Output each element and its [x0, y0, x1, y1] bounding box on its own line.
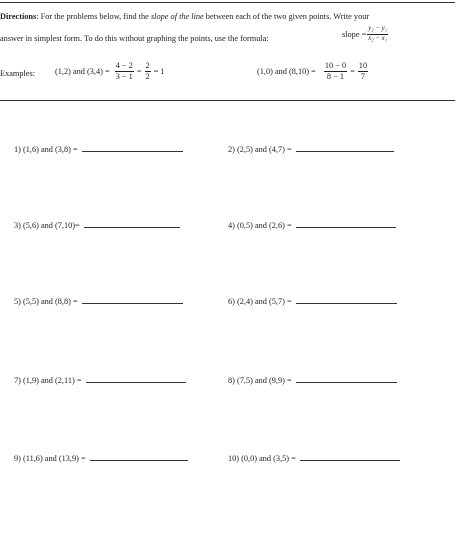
example-1-equals: =: [136, 67, 142, 77]
problem-9-answer-blank[interactable]: [90, 459, 188, 461]
problem-3-answer-blank[interactable]: [84, 226, 180, 228]
problem-7-text: 7) (1,9) and (2,11) =: [14, 376, 82, 385]
example-2-frac2-numerator: 10: [358, 62, 368, 72]
example-1-frac1-denominator: 3 − 1: [115, 72, 133, 82]
problem-7: [14, 376, 186, 385]
problem-3: [14, 221, 180, 230]
example-2-frac2-denominator: 7: [360, 72, 366, 82]
example-2-frac1-numerator: 10 − 0: [324, 62, 347, 72]
problem-1: [14, 145, 183, 154]
example-1-fraction-1: [115, 62, 134, 82]
problem-2: [228, 145, 394, 154]
problem-7-answer-blank[interactable]: [86, 381, 186, 383]
slope-formula: [342, 26, 389, 43]
problem-8: [228, 376, 397, 385]
problem-8-text: 8) (7,5) and (9,9) =: [228, 376, 292, 385]
problem-8-answer-blank[interactable]: [296, 381, 397, 383]
example-2: [257, 62, 369, 82]
problem-2-answer-blank[interactable]: [296, 150, 394, 152]
formula-fraction: [367, 26, 388, 43]
directions-line-2: answer in simplest form. To do this without graphing the points, use the formula:: [0, 34, 269, 43]
directions-label: Directions: [0, 12, 37, 21]
directions-italic-text: slope of the line: [150, 12, 204, 21]
top-rule: [0, 2, 455, 3]
example-2-fraction-2: [358, 62, 368, 82]
problem-4-text: 4) (0,5) and (2,6) =: [228, 221, 292, 230]
problem-6-answer-blank[interactable]: [296, 302, 397, 304]
problem-10: [228, 454, 400, 463]
formula-denominator: x₂ − x₁: [368, 34, 388, 42]
formula-lhs: slope =: [342, 29, 367, 39]
example-1-fraction-2: [145, 62, 151, 82]
example-1-frac1-numerator: 4 − 2: [115, 62, 134, 72]
formula-numerator: y₂ − y₁: [367, 26, 388, 35]
example-2-points: (1,0) and (8,10) =: [257, 67, 316, 77]
problem-5-answer-blank[interactable]: [82, 302, 183, 304]
problem-6: [228, 297, 397, 306]
example-2-fraction-1: [324, 62, 347, 82]
problem-3-text: 3) (5,6) and (7,10)=: [14, 221, 80, 230]
example-2-equals: =: [350, 67, 355, 77]
example-1-frac2-numerator: 2: [145, 62, 151, 72]
problem-9-text: 9) (11,6) and (13,9) =: [14, 454, 86, 463]
problem-1-text: 1) (1,6) and (3,8) =: [14, 145, 78, 154]
example-1-result: = 1: [153, 67, 165, 77]
directions-text-a: : For the problems below, find the: [36, 12, 151, 21]
section-divider: [0, 100, 455, 101]
problem-5-text: 5) (5,5) and (8,8) =: [14, 297, 78, 306]
example-1-frac2-denominator: 2: [145, 72, 150, 82]
example-2-frac1-denominator: 8 − 1: [326, 72, 345, 82]
directions-text-b: between each of the two given points. Write your: [203, 12, 370, 21]
problem-4-answer-blank[interactable]: [296, 226, 396, 228]
example-1: [55, 62, 165, 82]
example-1-points: (1,2) and (3,4) =: [55, 67, 110, 77]
problem-10-text: 10) (0,0) and (3,5) =: [228, 454, 296, 463]
problem-5: [14, 297, 183, 306]
problem-1-answer-blank[interactable]: [82, 150, 183, 152]
problem-9: [14, 454, 188, 463]
problem-2-text: 2) (2,5) and (4,7) =: [228, 145, 292, 154]
problem-4: [228, 221, 396, 230]
problem-6-text: 6) (2,4) and (5,7) =: [228, 297, 292, 306]
directions-line-1: [0, 12, 369, 21]
examples-label: Examples:: [0, 69, 36, 78]
problem-10-answer-blank[interactable]: [300, 459, 400, 461]
